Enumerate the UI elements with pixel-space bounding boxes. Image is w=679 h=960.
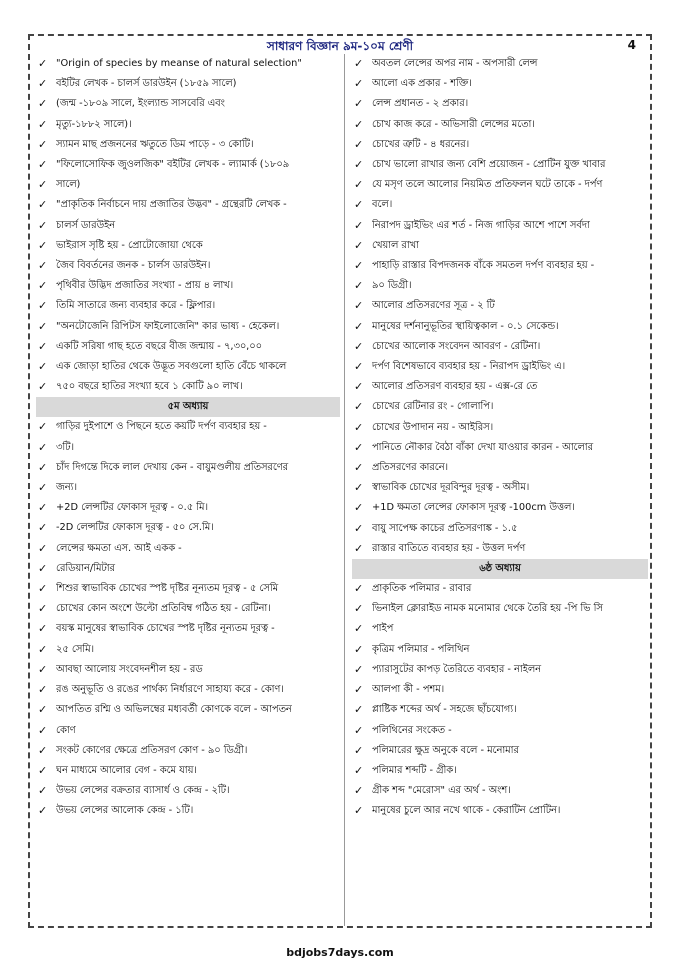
checkmark-icon: ✓: [354, 642, 364, 656]
list-item-text: মৃত্যু-১৮৮২ সালে)।: [56, 118, 132, 130]
list-item: [34, 660, 342, 680]
list-item-text: সংকট কোণের ক্ষেত্রে প্রতিসরণ কোণ - ৯০ ডিগ্রী।: [56, 744, 248, 756]
checkmark-icon: ✓: [38, 541, 48, 555]
checkmark-icon: ✓: [354, 541, 364, 555]
checkmark-icon: ✓: [38, 683, 48, 697]
list-item-text: কৃত্রিম পলিমার - পলিথিন: [372, 643, 470, 655]
checkmark-icon: ✓: [354, 602, 364, 616]
checkmark-icon: ✓: [354, 380, 364, 394]
checkmark-icon: ✓: [38, 97, 48, 111]
list-item: [350, 155, 650, 175]
list-item: [350, 94, 650, 114]
list-item-text: "ফিলোসোফিক জুওলজিক" বইটির লেখক - ল্যামার্ক (১৮০৯: [56, 159, 290, 171]
list-item-text: ভাইরাস সৃষ্টি হয় - প্রোটোজোয়া থেকে: [56, 239, 203, 251]
list-item: [350, 175, 650, 195]
checkmark-icon: ✓: [38, 481, 48, 495]
list-item-text: চালর্স ডারউইন: [56, 219, 116, 231]
list-item-text: প্লাষ্টিক শব্দের অর্থ - সহজে ছাঁচযোগ্য।: [372, 704, 517, 716]
list-item: [350, 721, 650, 741]
list-item-text: ২৫ সেমি।: [56, 643, 95, 655]
list-item-text: গাড়ির দুইপাশে ও পিছনে হতে কয়টি দর্পণ ব্যবহার হয় -: [56, 421, 267, 433]
checkmark-icon: ✓: [38, 380, 48, 394]
checkmark-icon: ✓: [354, 137, 364, 151]
list-item: [34, 438, 342, 458]
checkmark-icon: ✓: [354, 299, 364, 313]
list-item-text: উভয় লেন্সের আলোক কেন্দ্র - ১টি।: [56, 805, 194, 817]
list-item-text: আলপা কী - পশম।: [372, 684, 445, 696]
checkmark-icon: ✓: [354, 461, 364, 475]
list-item: [34, 236, 342, 256]
list-item: [350, 599, 650, 619]
list-item-text: "প্রাকৃতিক নির্বাচনে দায় প্রজাতির উদ্ভব" - গ্রন্থেরটি লেখক -: [56, 199, 287, 211]
list-item-text: ৩টি।: [56, 441, 75, 453]
list-item-text: খেয়াল রাখা: [372, 239, 419, 251]
left-column: [34, 54, 342, 822]
list-item: [34, 539, 342, 559]
list-item-text: পলিমার শব্দটি - গ্রীক।: [372, 764, 457, 776]
list-item: [350, 357, 650, 377]
checkmark-icon: ✓: [354, 178, 364, 192]
checkmark-icon: ✓: [354, 339, 364, 353]
checkmark-icon: ✓: [354, 400, 364, 414]
list-item: [350, 680, 650, 700]
list-item: [34, 761, 342, 781]
list-item: [350, 377, 650, 397]
checkmark-icon: ✓: [354, 279, 364, 293]
list-item: [34, 478, 342, 498]
checkmark-icon: ✓: [354, 158, 364, 172]
list-item: [34, 175, 342, 195]
list-item: [34, 296, 342, 316]
list-item: [350, 640, 650, 660]
checkmark-icon: ✓: [354, 703, 364, 717]
checkmark-icon: ✓: [38, 279, 48, 293]
list-item-text: উভয় লেন্সের বক্রতার ব্যাসার্ধ ও কেন্দ্র - ২টি।: [56, 785, 230, 797]
list-item-text: "অনটোজেনি রিপিটস ফাইলোজেনি" কার ভাষ্য - হেকেল।: [56, 320, 280, 332]
list-item-text: -2D লেন্সটির ফোকাস দূরত্ব - ৫০ সে.মি।: [56, 522, 214, 534]
list-item: [34, 195, 342, 215]
list-item: [350, 397, 650, 417]
checkmark-icon: ✓: [38, 582, 48, 596]
list-item: [350, 478, 650, 498]
list-item: [34, 619, 342, 639]
list-item: [350, 74, 650, 94]
checkmark-icon: ✓: [38, 339, 48, 353]
list-item: [350, 458, 650, 478]
page-header: [30, 36, 650, 54]
checkmark-icon: ✓: [354, 77, 364, 91]
list-item-text: তিমি সাতারে জন্য ব্যবহার করে - ফ্লিপার।: [56, 300, 216, 312]
checkmark-icon: ✓: [38, 238, 48, 252]
list-item-text: বলে।: [372, 199, 393, 211]
list-item: [350, 115, 650, 135]
list-item: [350, 337, 650, 357]
checkmark-icon: ✓: [38, 723, 48, 737]
list-item-text: আলোর প্রতিসরণের সূত্র - ২ টি: [372, 300, 495, 312]
list-item: [34, 377, 342, 397]
list-item-text: চোখের কোন অংশে উল্টো প্রতিবিম্ব গঠিত হয় - রেটিনা।: [56, 603, 271, 615]
list-item: [350, 317, 650, 337]
list-item-text: চোখ ভালো রাখার জন্য বেশি প্রয়োজন - প্রোটিন যুক্ত খাবার: [372, 159, 606, 171]
checkmark-icon: ✓: [354, 259, 364, 273]
footer-watermark: bdjobs7days.com: [286, 946, 394, 959]
checkmark-icon: ✓: [38, 137, 48, 151]
list-item-text: মানুষের চুলে আর নখে থাকে - কেরাটিন প্রোটিন।: [372, 805, 561, 817]
list-item: [34, 276, 342, 296]
checkmark-icon: ✓: [38, 703, 48, 717]
list-item-text: জন্য।: [56, 482, 77, 494]
list-item-text: আপতিত রশ্মি ও অভিলম্বের মধ্যবর্তী কোণকে বলে - আপতন: [56, 704, 292, 716]
section-heading: ৫ম অধ্যায়: [36, 397, 340, 417]
list-item: [350, 660, 650, 680]
list-item: [350, 276, 650, 296]
right-column: [350, 54, 650, 822]
list-item: [34, 256, 342, 276]
checkmark-icon: ✓: [354, 804, 364, 818]
checkmark-icon: ✓: [38, 360, 48, 374]
list-item: [350, 438, 650, 458]
list-item-text: লেন্স প্রধানত - ২ প্রকার।: [372, 98, 469, 110]
list-item-text: চাঁদ দিগন্তে দিকে লাল দেখায় কেন - বায়ুমণ্ডলীয় প্রতিসরণের: [56, 461, 289, 473]
checkmark-icon: ✓: [354, 723, 364, 737]
list-item: [34, 680, 342, 700]
list-item-text: প্রাকৃতিক পলিমার - রাবার: [372, 583, 472, 595]
list-item: [34, 417, 342, 437]
list-item-text: আবছা আলোয় সংবেদনশীল হয় - রড: [56, 663, 203, 675]
checkmark-icon: ✓: [38, 178, 48, 192]
checkmark-icon: ✓: [38, 299, 48, 313]
checkmark-icon: ✓: [354, 481, 364, 495]
list-item-text: অবতল লেন্সের অপর নাম - অপসারী লেন্স: [372, 58, 538, 69]
list-item-text: চোখের উপাদান নয় - আইরিস।: [372, 421, 494, 433]
list-item-text: ভিনাইল ক্লোরাইড নামক মনোমার থেকে তৈরি হয় -পি ভি সি: [372, 603, 603, 615]
list-item-text: "Origin of species by meanse of natural selection": [56, 58, 302, 69]
list-item-text: (জন্ম -১৮০৯ সালে, ইংল্যান্ড সাসবেরি এবং: [56, 98, 225, 110]
checkmark-icon: ✓: [354, 319, 364, 333]
list-item-text: পলিথিনের সংকেত -: [372, 724, 452, 736]
list-item: [350, 700, 650, 720]
checkmark-icon: ✓: [38, 259, 48, 273]
list-item-text: রঙ অনুভূতি ও রঙের পার্থক্য নির্ধারণে সাহায্য করে - কোণ।: [56, 684, 284, 696]
checkmark-icon: ✓: [38, 561, 48, 575]
list-item-text: ৯০ ডিগ্রী।: [372, 280, 412, 292]
list-item-text: প্রতিসরণের কারনে।: [372, 462, 449, 474]
list-item: [350, 498, 650, 518]
list-item: [350, 761, 650, 781]
list-item-text: আলো এক প্রকার - শক্তি।: [372, 78, 472, 90]
checkmark-icon: ✓: [354, 360, 364, 374]
list-item-text: লেন্সের ক্ষমতা এস. আই একক -: [56, 542, 182, 554]
list-item: [34, 135, 342, 155]
list-item-text: চোখ কাজ করে - অভিসারী লেন্সের মতো।: [372, 118, 535, 130]
checkmark-icon: ✓: [38, 743, 48, 757]
list-item: [350, 741, 650, 761]
checkmark-icon: ✓: [354, 57, 364, 70]
checkmark-icon: ✓: [38, 218, 48, 232]
list-item-text: চোখের আলোক সংবেদন আবরণ - রেটিনা।: [372, 340, 541, 352]
list-item-text: পলিমারের ক্ষুদ্র অনুকে বলে - মনোমার: [372, 744, 519, 756]
checkmark-icon: ✓: [38, 662, 48, 676]
checkmark-icon: ✓: [354, 218, 364, 232]
checkmark-icon: ✓: [354, 743, 364, 757]
list-item: [350, 216, 650, 236]
list-item-text: পাহাড়ি রাস্তার বিপদজনক বাঁকে সমতল দর্পণ ব্যবহার হয় -: [372, 260, 595, 272]
checkmark-icon: ✓: [354, 622, 364, 636]
list-item: [34, 721, 342, 741]
list-item-text: +1D ক্ষমতা লেন্সের ফোকাস দূরত্ব -100cm উত্তল।: [372, 502, 575, 514]
checkmark-icon: ✓: [354, 683, 364, 697]
list-item: [34, 216, 342, 236]
list-item: [34, 498, 342, 518]
list-item-text: পাইপ: [372, 623, 394, 635]
list-item-text: গ্রীক শব্দ "মেরোস" এর অর্থ - অংশ।: [372, 785, 511, 797]
checkmark-icon: ✓: [354, 238, 364, 252]
list-item: [350, 195, 650, 215]
list-item-text: একটি সরিষা গাছ হতে বছরে বীজ জন্মায় - ৭,৩০,০০: [56, 340, 263, 352]
list-item-text: এক জোড়া হাতির থেকে উদ্ভূত সবগুলো হাতি বেঁচে থাকলে: [56, 361, 287, 373]
checkmark-icon: ✓: [38, 117, 48, 131]
checkmark-icon: ✓: [38, 198, 48, 212]
checkmark-icon: ✓: [354, 117, 364, 131]
list-item: [34, 94, 342, 114]
list-item-text: শিশুর স্বাভাবিক চোখের স্পষ্ট দৃষ্টির নূন্যতম দূরত্ব - ৫ সেমি: [56, 583, 279, 595]
checkmark-icon: ✓: [38, 57, 48, 70]
list-item: [350, 418, 650, 438]
list-item: [34, 54, 342, 74]
list-item-text: স্বাভাবিক চোখের দূরবিন্দুর দূরত্ব - অসীম।: [372, 482, 530, 494]
list-item-text: আলোর প্রতিসরণ ব্যবহার হয় - এক্স-রে তে: [372, 381, 538, 393]
list-item: [34, 155, 342, 175]
list-item: [34, 357, 342, 377]
section-heading: ৬ষ্ঠ অধ্যায়: [352, 559, 648, 579]
checkmark-icon: ✓: [38, 77, 48, 91]
list-item-text: +2D লেন্সটির ফোকাস দূরত্ব - ০.৫ মি।: [56, 502, 208, 514]
list-item-text: পানিতে নৌকার বৈঠা বাঁকা দেখা যাওয়ার কারন - আলোর: [372, 441, 593, 453]
list-item: [34, 640, 342, 660]
list-item: [34, 700, 342, 720]
checkmark-icon: ✓: [38, 319, 48, 333]
list-item-text: চোখের রেটিনার রং - গোলাপি।: [372, 401, 494, 413]
page-title: সাধারণ বিজ্ঞান ৯ম-১০ম শ্রেণী: [266, 39, 414, 53]
list-item-text: বয়স্ক মানুষের স্বাভাবিক চোখের স্পষ্ট দৃষ্টির নূন্যতম দূরত্ব -: [56, 623, 275, 635]
checkmark-icon: ✓: [38, 460, 48, 474]
list-item: [350, 619, 650, 639]
checkmark-icon: ✓: [354, 521, 364, 535]
list-item: [350, 519, 650, 539]
list-item-text: জৈব বিবর্তনের জনক - চার্লস ডারউইন।: [56, 260, 211, 272]
checkmark-icon: ✓: [38, 602, 48, 616]
list-item: [34, 599, 342, 619]
list-item-text: নিরাপদ ড্রাইভিং এর শর্ত - নিজ গাড়ির আশে পাশে সর্বদা: [372, 219, 590, 231]
checkmark-icon: ✓: [354, 440, 364, 454]
checkmark-icon: ✓: [354, 784, 364, 798]
list-item-text: কোণ: [56, 724, 76, 736]
list-item: [350, 54, 650, 74]
list-item: [34, 458, 342, 478]
list-item-text: দর্পণ বিশেষভাবে ব্যবহার হয় - নিরাপদ ড্রাইভিং এ।: [372, 361, 566, 373]
list-item: [350, 296, 650, 316]
checkmark-icon: ✓: [38, 763, 48, 777]
checkmark-icon: ✓: [354, 420, 364, 434]
list-item: [350, 236, 650, 256]
list-item: [350, 579, 650, 599]
list-item: [34, 781, 342, 801]
checkmark-icon: ✓: [354, 662, 364, 676]
list-item: [34, 579, 342, 599]
list-item-text: রেডিয়ান/মিটার: [56, 562, 115, 574]
list-item-text: স্যামন মাছ প্রজননের ঋতুতে ডিম পাড়ে - ৩ কোটি।: [56, 138, 254, 150]
list-item-text: চোখের ত্রুটি - ৪ ধরনের।: [372, 138, 470, 150]
list-item-text: প্যারাসুটের কাপড় তৈরিতে ব্যবহার - নাইলন: [372, 663, 541, 675]
list-item: [34, 74, 342, 94]
page-number: 4: [627, 38, 636, 52]
list-item-text: রাস্তার বাতিতে ব্যবহার হয় - উত্তল দর্পণ: [372, 542, 526, 554]
list-item-text: ঘন মাধ্যমে আলোর বেগ - কমে যায়।: [56, 764, 197, 776]
list-item: [34, 317, 342, 337]
list-item-text: বইটির লেখক - চালর্স ডারউইন (১৮৫৯ সালে): [56, 78, 237, 90]
list-item: [34, 518, 342, 538]
checkmark-icon: ✓: [38, 804, 48, 818]
checkmark-icon: ✓: [38, 420, 48, 434]
checkmark-icon: ✓: [354, 763, 364, 777]
list-item-text: ৭৫০ বছরে হাতির সংখ্যা হবে ১ কোটি ৯০ লাখ।: [56, 381, 243, 393]
column-divider: [344, 54, 345, 926]
checkmark-icon: ✓: [38, 784, 48, 798]
checkmark-icon: ✓: [38, 501, 48, 515]
list-item: [350, 781, 650, 801]
page-frame: [28, 34, 652, 959]
checkmark-icon: ✓: [354, 97, 364, 111]
list-item: [350, 135, 650, 155]
list-item-text: সালে): [56, 179, 81, 191]
checkmark-icon: ✓: [38, 622, 48, 636]
list-item: [350, 256, 650, 276]
checkmark-icon: ✓: [38, 440, 48, 454]
list-item-text: যে মসৃণ তলে আলোর নিয়মিত প্রতিফলন ঘটে তাকে - দর্পণ: [372, 179, 603, 191]
list-item: [34, 559, 342, 579]
checkmark-icon: ✓: [354, 582, 364, 596]
checkmark-icon: ✓: [38, 642, 48, 656]
list-item: [34, 337, 342, 357]
list-item: [34, 741, 342, 761]
list-item: [350, 801, 650, 821]
list-item: [34, 115, 342, 135]
list-item-text: বায়ু সাপেক্ষ কাচের প্রতিসরণাঙ্ক - ১.৫: [372, 522, 518, 534]
checkmark-icon: ✓: [354, 501, 364, 515]
list-item: [34, 801, 342, 821]
list-item: [350, 539, 650, 559]
list-item-text: পৃথিবীর উদ্ভিদ প্রজাতির সংখ্যা - প্রায় ৪ লাখ।: [56, 280, 234, 292]
checkmark-icon: ✓: [354, 198, 364, 212]
list-item-text: মানুষের দর্শনানুভূতির স্থায়িত্বকাল - ০.১ সেকেন্ড।: [372, 320, 559, 332]
checkmark-icon: ✓: [38, 521, 48, 535]
checkmark-icon: ✓: [38, 158, 48, 172]
